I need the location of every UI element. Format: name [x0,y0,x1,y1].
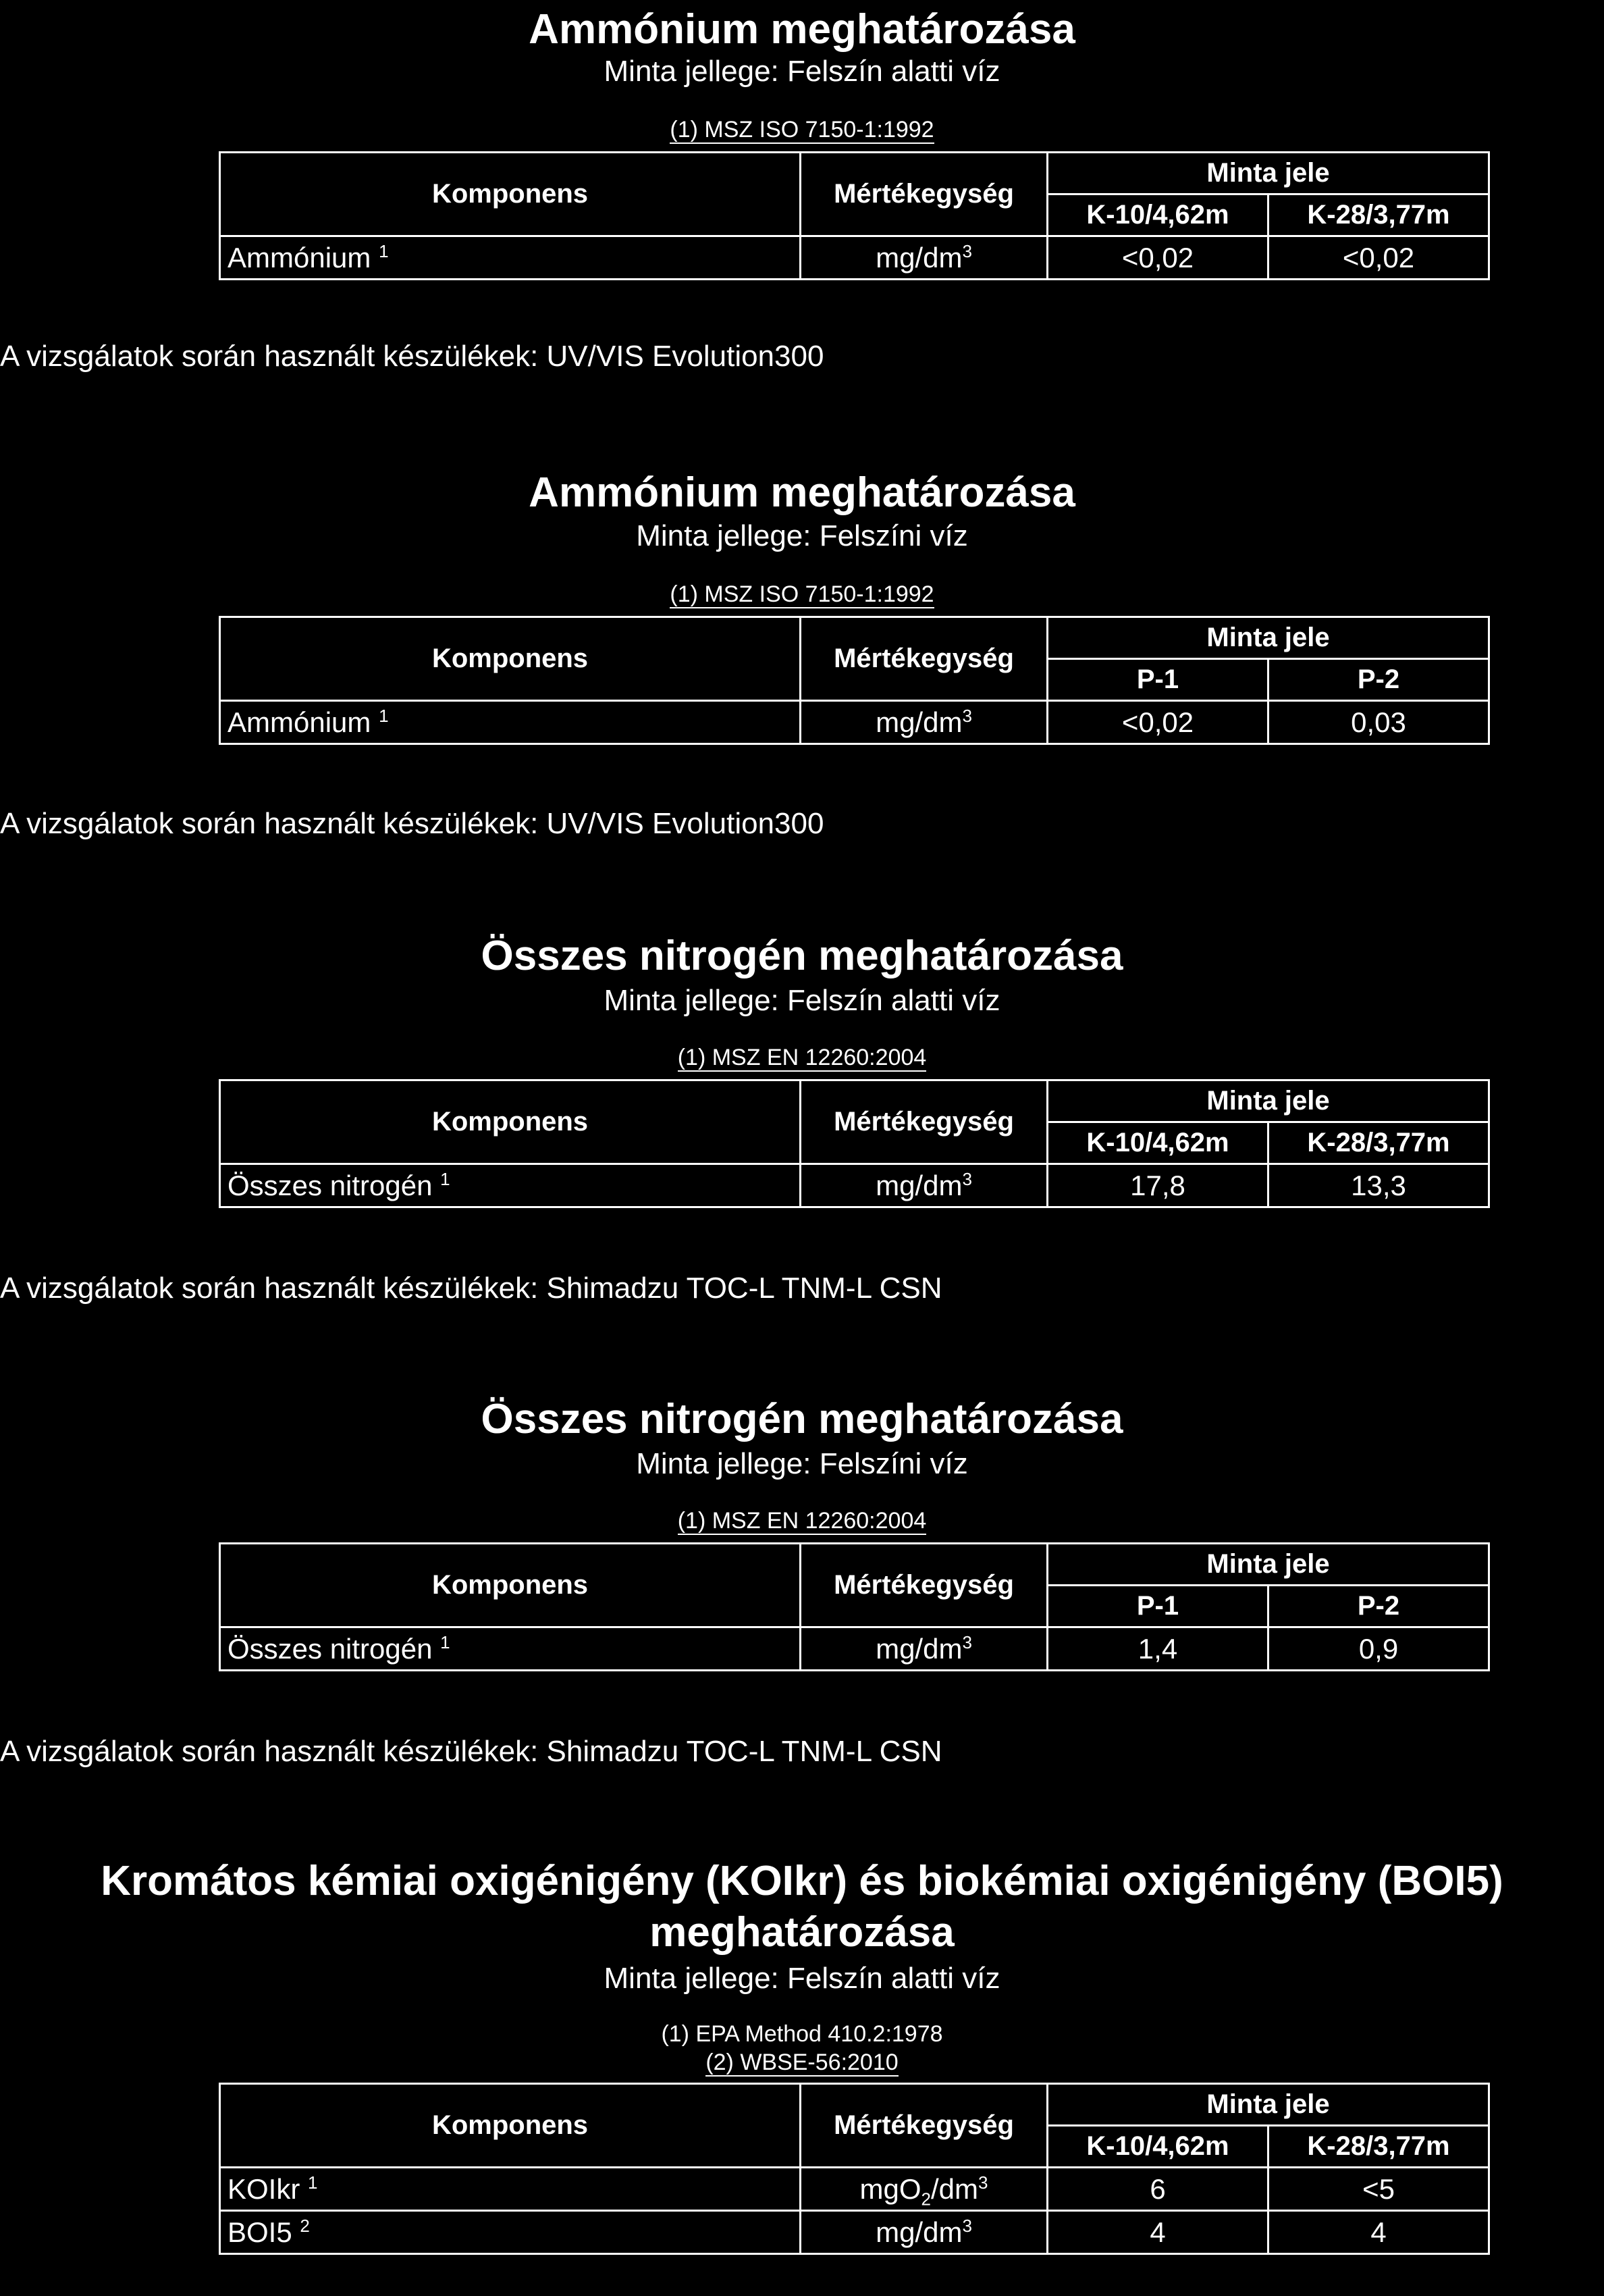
header-unit: Mértékegység [801,153,1048,236]
method-reference: (1) MSZ ISO 7150-1:1992 [670,581,934,607]
section-title: Összes nitrogén meghatározása [481,933,1123,979]
equipment-note: A vizsgálatok során használt készülékek: Shimadzu TOC-L TNM-L CSN [0,1735,942,1768]
section-title-line2: meghatározása [649,1909,955,1956]
header-unit: Mértékegység [801,2084,1048,2168]
header-sample: K-28/3,77m [1268,2126,1489,2168]
header-sample-group: Minta jele [1048,1544,1489,1586]
value-cell: <0,02 [1048,236,1268,280]
header-sample-group: Minta jele [1048,1080,1489,1122]
method-reference: (2) WBSE-56:2010 [705,2050,899,2075]
sample-type: Minta jellege: Felszíni víz [636,1447,968,1480]
value-cell: 4 [1268,2211,1489,2254]
value-cell: 1,4 [1048,1627,1268,1671]
header-component: Komponens [220,153,801,236]
section-title: Összes nitrogén meghatározása [481,1396,1123,1442]
component-name: Ammónium $^1$ [220,236,801,280]
method-reference: (1) MSZ EN 12260:2004 [677,1508,927,1534]
header-sample-group: Minta jele [1048,153,1489,194]
header-component: Komponens [220,2084,801,2168]
header-sample-group: Minta jele [1048,2084,1489,2126]
results-table [219,1079,1490,1208]
equipment-note: A vizsgálatok során használt készülékek: UV/VIS Evolution300 [0,807,824,840]
header-sample: K-28/3,77m [1268,1122,1489,1164]
unit-cell: $mgO_2/dm^3$ [801,2168,1048,2211]
header-sample: P-1 [1048,659,1268,701]
table-row [220,2168,1489,2211]
value-cell: 17,8 [1048,1164,1268,1207]
header-sample: K-10/4,62m [1048,2126,1268,2168]
component-name: Összes nitrogén $^1$ [220,1627,801,1671]
results-table [219,616,1490,745]
header-unit: Mértékegység [801,617,1048,701]
value-cell: 0,03 [1268,701,1489,744]
value-cell: 4 [1048,2211,1268,2254]
method-reference: (1) MSZ EN 12260:2004 [677,1045,927,1070]
header-sample-group: Minta jele [1048,617,1489,659]
equipment-note: A vizsgálatok során használt készülékek: UV/VIS Evolution300 [0,340,824,373]
sample-type: Minta jellege: Felszín alatti víz [604,984,1000,1017]
header-component: Komponens [220,1080,801,1164]
results-table [219,151,1490,280]
unit-cell: $mg/dm^3$ [801,1164,1048,1207]
header-sample: K-10/4,62m [1048,1122,1268,1164]
table-row [220,1164,1489,1207]
results-table [219,2083,1490,2255]
value-cell: 6 [1048,2168,1268,2211]
header-sample: P-1 [1048,1586,1268,1627]
component-name: Ammónium $^1$ [220,701,801,744]
header-sample: K-28/3,77m [1268,194,1489,236]
header-sample: K-10/4,62m [1048,194,1268,236]
value-cell: 13,3 [1268,1164,1489,1207]
sample-type: Minta jellege: Felszín alatti víz [604,55,1000,88]
value-cell: 0,9 [1268,1627,1489,1671]
header-unit: Mértékegység [801,1544,1048,1627]
equipment-note: A vizsgálatok során használt készülékek: Shimadzu TOC-L TNM-L CSN [0,1272,942,1305]
method-reference: (1) MSZ ISO 7150-1:1992 [670,117,934,142]
component-name: Összes nitrogén $^1$ [220,1164,801,1207]
component-name: KOIkr $^1$ [220,2168,801,2211]
unit-cell: $mg/dm^3$ [801,1627,1048,1671]
component-name: BOI5 $^2$ [220,2211,801,2254]
unit-cell: $mg/dm^3$ [801,236,1048,280]
value-cell: <0,02 [1268,236,1489,280]
method-reference: (1) EPA Method 410.2:1978 [661,2021,943,2047]
sample-type: Minta jellege: Felszín alatti víz [604,1962,1000,1995]
results-table [219,1542,1490,1671]
table-row [220,236,1489,280]
table-row [220,2211,1489,2254]
section-title: Ammónium meghatározása [529,469,1075,516]
section-title: Ammónium meghatározása [529,6,1075,53]
value-cell: <5 [1268,2168,1489,2211]
sample-type: Minta jellege: Felszíni víz [636,519,968,552]
header-component: Komponens [220,617,801,701]
unit-cell: $mg/dm^3$ [801,701,1048,744]
header-sample: P-2 [1268,659,1489,701]
table-row [220,701,1489,744]
table-row [220,1627,1489,1671]
section-title-line1: Kromátos kémiai oxigénigény (KOIkr) és biokémiai oxigénigény (BOI5) [101,1858,1503,1904]
value-cell: <0,02 [1048,701,1268,744]
header-component: Komponens [220,1544,801,1627]
header-unit: Mértékegység [801,1080,1048,1164]
header-sample: P-2 [1268,1586,1489,1627]
unit-cell: $mg/dm^3$ [801,2211,1048,2254]
